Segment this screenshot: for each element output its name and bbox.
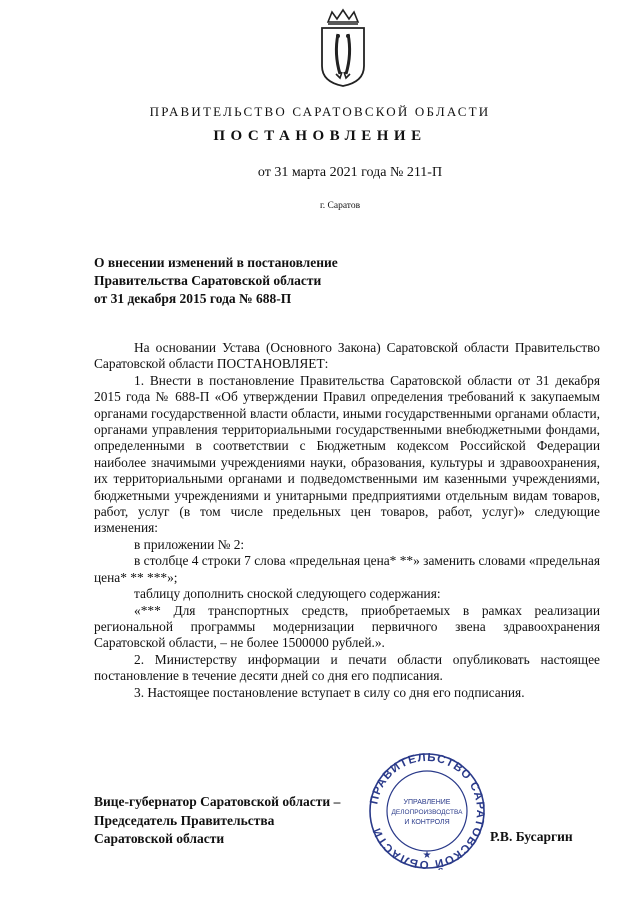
paragraph: в столбце 4 строки 7 слова «предельная цена* **» заменить словами «предельная цена* ** ***»; xyxy=(94,553,600,585)
document-type: ПОСТАНОВЛЕНИЕ xyxy=(213,128,427,144)
date-number: от 31 марта 2021 года № 211-П xyxy=(257,165,443,180)
title-line: от 31 декабря 2015 года № 688-П xyxy=(94,291,292,306)
title-line: Правительства Саратовской области xyxy=(94,273,322,288)
coat-of-arms-icon xyxy=(316,8,370,88)
signatory-position xyxy=(94,793,340,849)
government-name: ПРАВИТЕЛЬСТВО САРАТОВСКОЙ ОБЛАСТИ xyxy=(149,104,491,119)
title-line: О внесении изменений в постановление xyxy=(94,255,338,270)
paragraph: На основании Устава (Основного Закона) Саратовской области Правительство Саратовской области ПОСТАНОВЛЯЕТ: xyxy=(94,340,600,372)
document-title xyxy=(94,254,434,308)
paragraph: 2. Министерству информации и печати области опубликовать настоящее постановление в течение десяти дней со дня его подписания. xyxy=(94,651,600,684)
official-stamp xyxy=(362,752,492,870)
stamp-ring-text: ПРАВИТЕЛЬСТВО САРАТОВСКОЙ ОБЛАСТИ xyxy=(368,752,487,870)
stamp-center-line: УПРАВЛЕНИЕ xyxy=(403,799,451,806)
paragraph: 3. Настоящее постановление вступает в силу со дня его подписания. xyxy=(134,684,525,700)
paragraph: таблицу дополнить сноской следующего содержания: xyxy=(134,586,441,602)
signatory-line: Вице-губернатор Саратовской области – xyxy=(94,794,341,809)
document-body xyxy=(94,340,600,701)
paragraph: «*** Для транспортных средств, приобретаемых в рамках реализации региональной программы модернизации первичного звена здравоохранения Саратовской области, – не более 1500000 рублей.». xyxy=(94,602,600,651)
signatory-line: Саратовской области xyxy=(94,831,225,846)
stamp-center-line: ДЕЛОПРОИЗВОДСТВА xyxy=(391,809,463,816)
stamp-center-line: И КОНТРОЛЯ xyxy=(404,819,450,826)
paragraph: 1. Внести в постановление Правительства Саратовской области от 31 декабря 2015 года № 688-П «Об утверждении Правил определения требований к закупаемым органами государственной власти области, иными государственными органами области, органами управления территориальными государственными внебюджетными фондами, определенными в соответствии с Бюджетным кодексом Российской Федерации наиболее значимыми учреждениями науки, образования, культуры и здравоохранения, их территориальными органами и подведомственными им казенными учреждениями, бюджетными учреждениями и унитарными предприятиями отдельным видам товаров, работ, услуг (в том числе предельных цен товаров, работ, услуг)» следующие изменения: xyxy=(94,372,600,536)
signatory-name: Р.В. Бусаргин xyxy=(490,829,573,844)
stamp-star-icon: ★ xyxy=(422,850,432,861)
signatory-line: Председатель Правительства xyxy=(94,812,275,828)
paragraph: в приложении № 2: xyxy=(134,536,245,552)
city: г. Саратов xyxy=(319,201,361,211)
